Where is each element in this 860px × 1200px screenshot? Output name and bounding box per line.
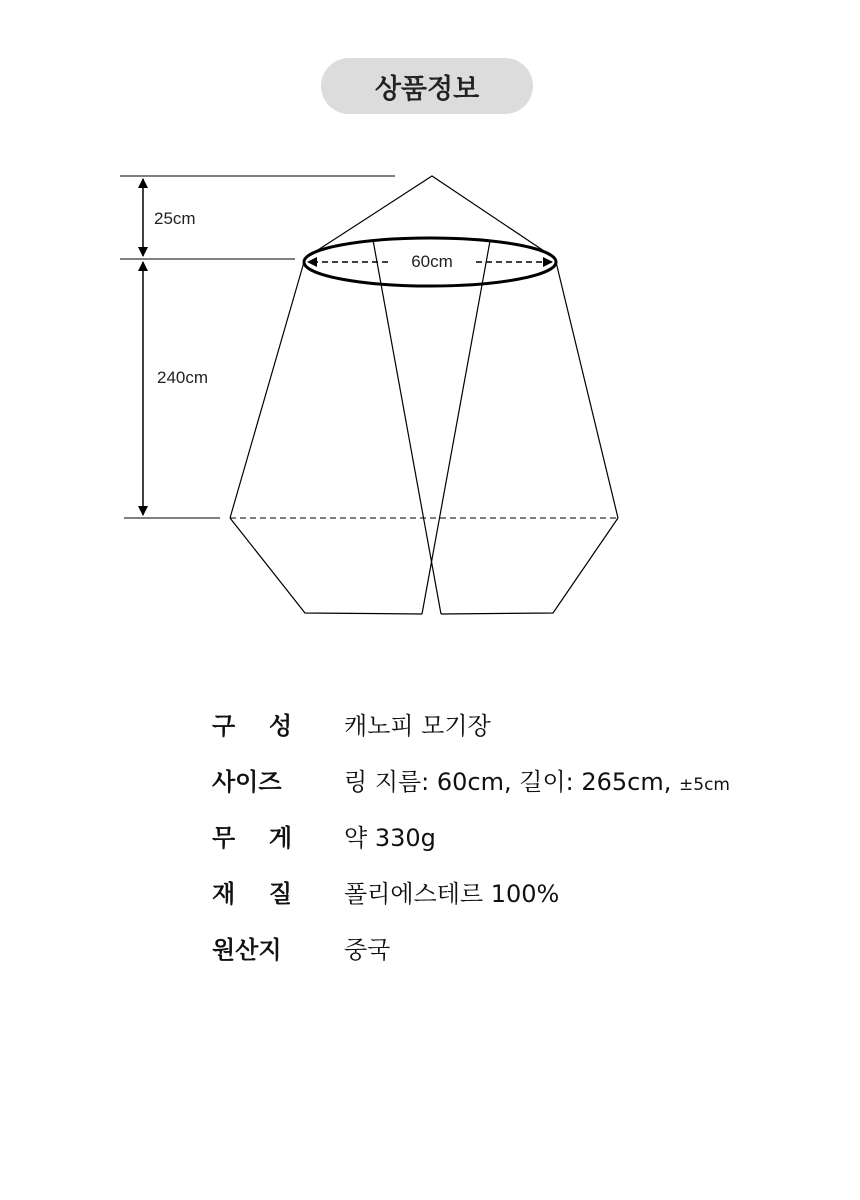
length-label: 240cm: [157, 368, 209, 387]
canopy-top: [304, 176, 556, 259]
tolerance: ±5cm: [679, 774, 730, 795]
spec-row-weight: [212, 815, 832, 855]
canopy-right-side: [556, 262, 618, 518]
spec-value: 중국: [344, 935, 391, 964]
spec-label: 구 성: [212, 711, 292, 740]
top-height-label: 25cm: [154, 209, 196, 228]
spec-row-origin: [212, 927, 832, 967]
curtain-opening-left: [373, 240, 441, 614]
spec-value: 폴리에스테르 100%: [344, 879, 560, 908]
section-title: 상품정보: [374, 73, 480, 105]
spec-value: 링 지름: 60cm, 길이: 265cm, ±5cm: [344, 767, 730, 796]
spec-label: 사이즈: [212, 767, 282, 796]
canopy-bottom-right: [441, 518, 618, 614]
curtain-opening-right: [422, 241, 490, 614]
spec-value: 캐노피 모기장: [344, 711, 491, 740]
spec-value: 약 330g: [344, 823, 436, 852]
ring-diameter-label: 60cm: [411, 252, 453, 271]
spec-label: 무 게: [212, 823, 292, 852]
spec-row-size: [212, 759, 832, 799]
spec-row-material: [212, 871, 832, 911]
canopy-bottom-left: [230, 518, 422, 614]
spec-label: 재 질: [212, 879, 292, 908]
canopy-left-side: [230, 262, 304, 518]
spec-label: 원산지: [212, 935, 282, 964]
spec-row-composition: [212, 703, 832, 743]
